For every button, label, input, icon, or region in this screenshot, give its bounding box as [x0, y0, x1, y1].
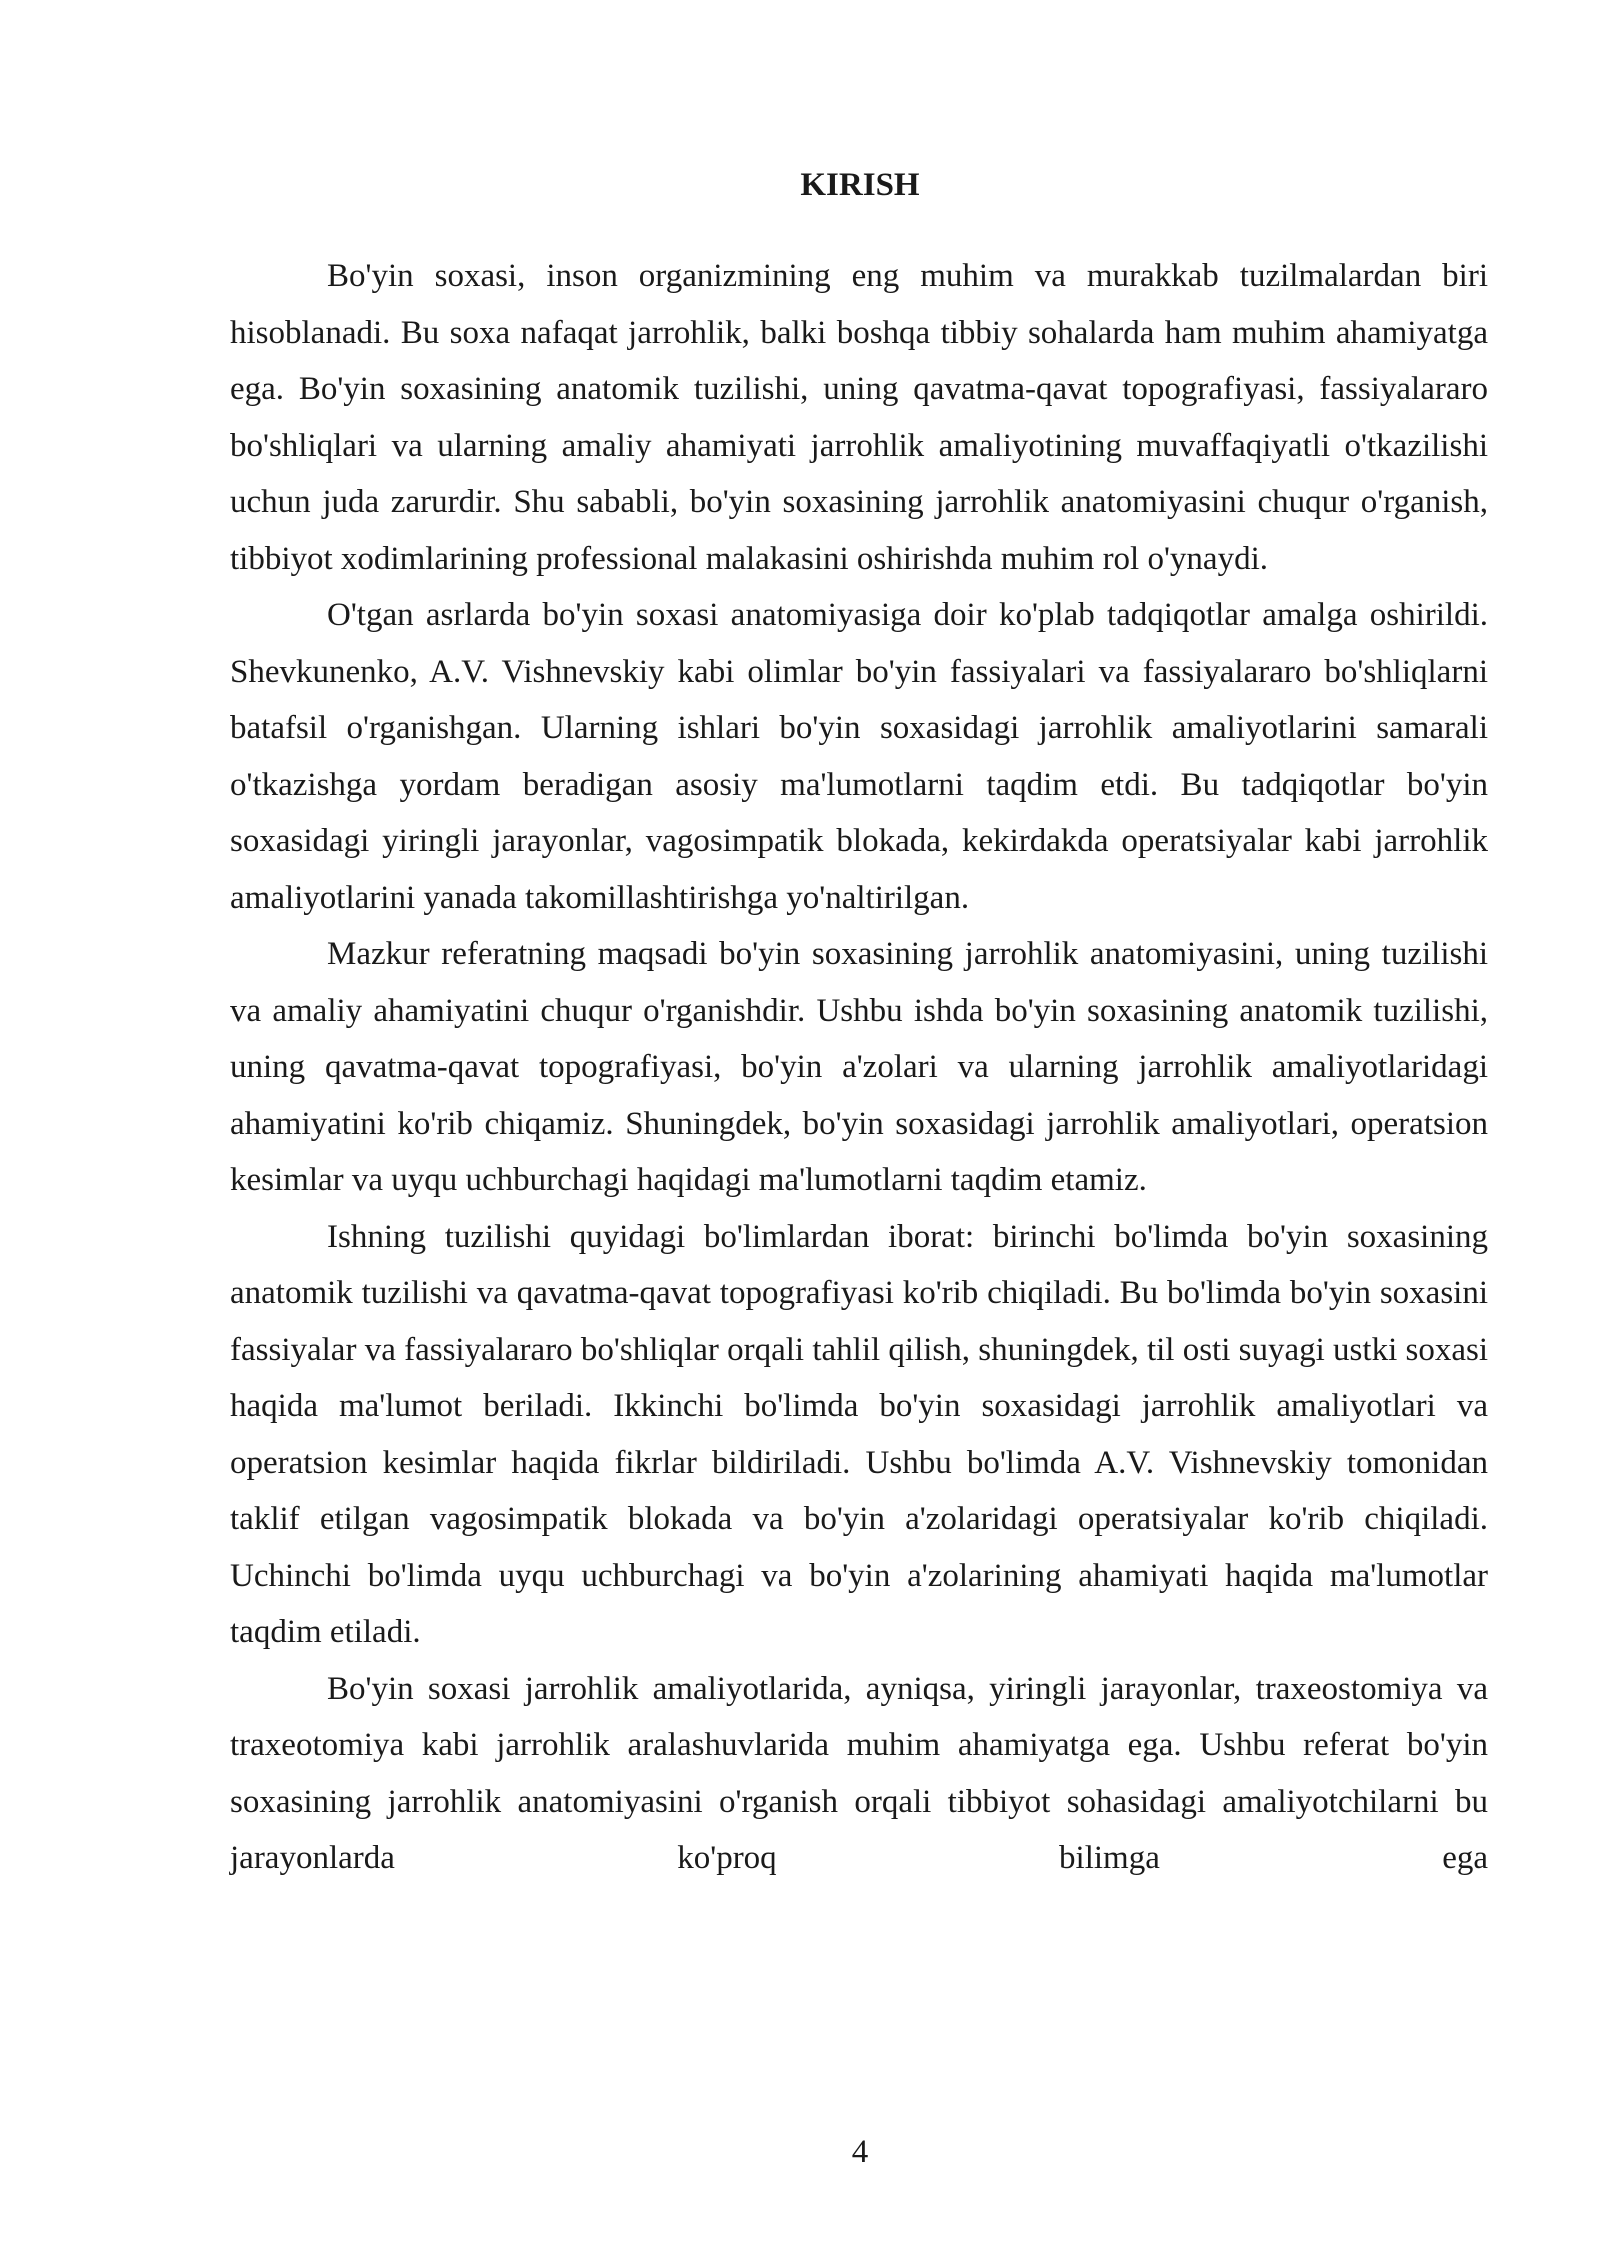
paragraph-5: Bo'yin soxasi jarrohlik amaliyotlarida, ayniqsa, yiringli jarayonlar, traxeostomiya va traxeotomiya kabi jarrohlik aralashuvlarida muhim ahamiyatga ega. Ushbu referat bo'yin soxasining jarrohlik anatomiyasini o'rganish orqali tibbiyot sohasidagi amaliyotchilarni bu jarayonlarda ko'proq bilimga ega [230, 1670, 1488, 1876]
page-number: 4 [851, 2134, 869, 2170]
section-heading: KIRISH [800, 167, 920, 203]
paragraph-4: Ishning tuzilishi quyidagi bo'limlardan iborat: birinchi bo'limda bo'yin soxasining anatomik tuzilishi va qavatma-qavat topografiyasi ko'rib chiqiladi. Bu bo'limda bo'yin soxasini fassiyalar va fassiyalararo bo'shliqlar orqali tahlil qilish, shuningdek, til osti suyagi ustki soxasi haqida ma'lumot beriladi. Ikkinchi bo'limda bo'yin soxasidagi jarrohlik amaliyotlari va operatsion kesimlar haqida fikrlar bildiriladi. Ushbu bo'limda A.V. Vishnevskiy tomonidan taklif etilgan vagosimpatik blokada va bo'yin a'zolaridagi operatsiyalar ko'rib chiqiladi. Uchinchi bo'limda uyqu uchburchagi va bo'yin a'zolarining ahamiyati haqida ma'lumotlar taqdim etiladi. [230, 1218, 1488, 1650]
paragraph-2: O'tgan asrlarda bo'yin soxasi anatomiyasiga doir ko'plab tadqiqotlar amalga oshirildi. Shevkunenko, A.V. Vishnevskiy kabi olimlar bo'yin fassiyalari va fassiyalararo bo'shliqlarni batafsil o'rganishgan. Ularning ishlari bo'yin soxasidagi jarrohlik amaliyotlarini samarali o'tkazishga yordam beradigan asosiy ma'lumotlarni taqdim etdi. Bu tadqiqotlar bo'yin soxasidagi yiringli jarayonlar, vagosimpatik blokada, kekirdakda operatsiyalar kabi jarrohlik amaliyotlarini yanada takomillashtirishga yo'naltirilgan. [230, 597, 1488, 916]
body-text [230, 248, 1488, 1887]
paragraph-1: Bo'yin soxasi, inson organizmining eng muhim va murakkab tuzilmalardan biri hisoblanadi. Bu soxa nafaqat jarrohlik, balki boshqa tibbiy sohalarda ham muhim ahamiyatga ega. Bo'yin soxasining anatomik tuzilishi, uning qavatma-qavat topografiyasi, fassiyalararo bo'shliqlari va ularning amaliy ahamiyati jarrohlik amaliyotining muvaffaqiyatli o'tkazilishi uchun juda zarurdir. Shu sababli, bo'yin soxasining jarrohlik anatomiyasini chuqur o'rganish, tibbiyot xodimlarining professional malakasini oshirishda muhim rol o'ynaydi. [230, 258, 1488, 577]
paragraph-3: Mazkur referatning maqsadi bo'yin soxasining jarrohlik anatomiyasini, uning tuzilishi va amaliy ahamiyatini chuqur o'rganishdir. Ushbu ishda bo'yin soxasining anatomik tuzilishi, uning qavatma-qavat topografiyasi, bo'yin a'zolari va ularning jarrohlik amaliyotlaridagi ahamiyatini ko'rib chiqamiz. Shuningdek, bo'yin soxasidagi jarrohlik amaliyotlari, operatsion kesimlar va uyqu uchburchagi haqidagi ma'lumotlarni taqdim etamiz. [230, 936, 1488, 1198]
